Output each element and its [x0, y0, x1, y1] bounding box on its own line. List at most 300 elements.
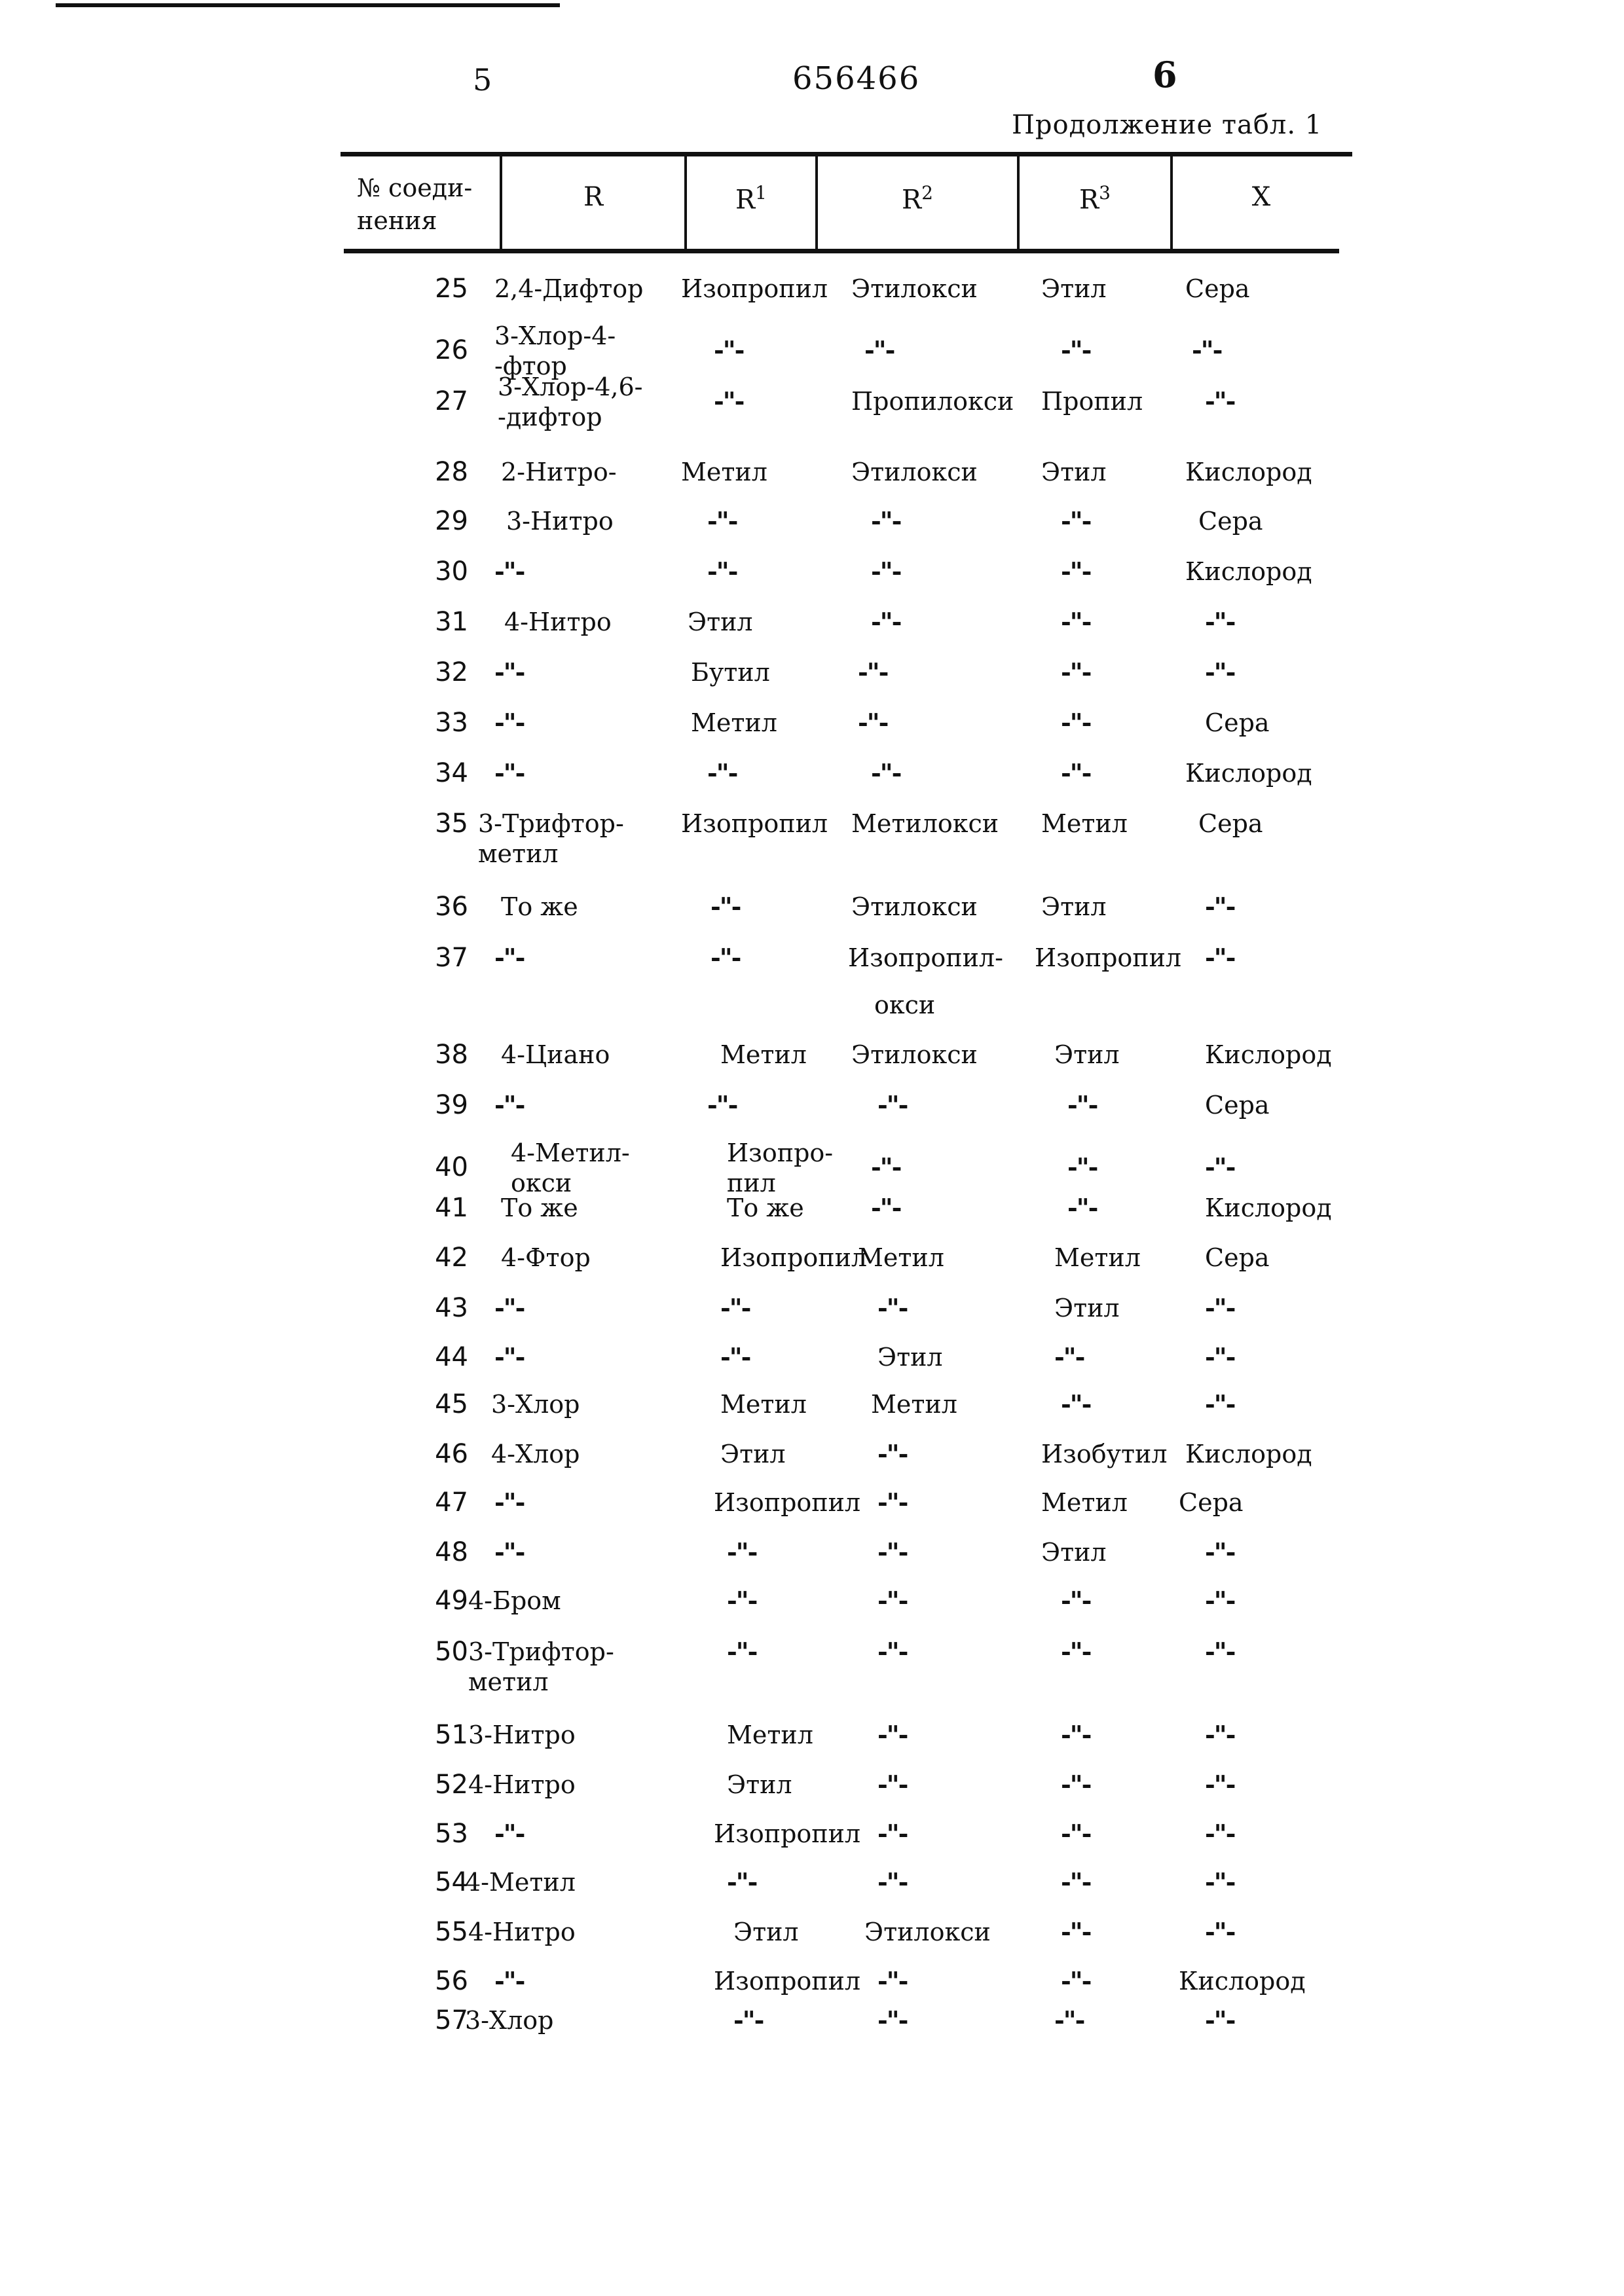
cell-r3	[1067, 1090, 1097, 1120]
ditto-mark: -"-	[1205, 1389, 1235, 1419]
cell-r3	[1067, 1152, 1097, 1182]
cell-text: Метил	[720, 1040, 807, 1069]
ditto-mark: -"-	[1061, 1819, 1091, 1848]
cell-text: Пропил	[1041, 387, 1143, 416]
cell-r1	[727, 1720, 813, 1750]
cell-text: Изопро-	[727, 1139, 834, 1167]
cell-r1	[707, 556, 737, 587]
cell-x	[1205, 1389, 1234, 1419]
ditto-mark: -"-	[1067, 1193, 1098, 1222]
ditto-mark: -"-	[494, 1342, 525, 1372]
ditto-mark: -"-	[710, 943, 741, 972]
compound-number: 28	[435, 457, 468, 487]
ditto-mark: -"-	[714, 386, 744, 416]
cell-x	[1205, 943, 1234, 973]
compound-number: 47	[435, 1487, 468, 1518]
cell-r	[468, 1637, 614, 1697]
compound-number: 33	[435, 708, 468, 738]
cell-text: 2-Нитро-	[501, 458, 617, 486]
compound-number: 42	[435, 1243, 468, 1273]
cell-text: Изопропил	[681, 274, 828, 303]
cell-x	[1205, 657, 1234, 687]
cell-text: Кислород	[1185, 557, 1312, 586]
cell-text: Бутил	[691, 658, 770, 687]
cell-r2	[877, 1966, 907, 1996]
compound-number: 36	[435, 892, 468, 922]
cell-r1	[727, 1867, 756, 1897]
compound-number: 25	[435, 274, 468, 304]
ditto-mark: -"-	[1205, 1770, 1235, 1799]
ditto-mark: -"-	[1205, 1586, 1235, 1615]
ditto-mark: -"-	[707, 556, 737, 586]
cell-text: Этилокси	[851, 1040, 978, 1069]
cell-x	[1205, 1152, 1234, 1182]
cell-r2	[877, 2005, 907, 2035]
cell-r	[491, 1439, 580, 1469]
ditto-mark: -"-	[1061, 1586, 1091, 1615]
cell-r2	[851, 1040, 978, 1070]
cell-text: Метил	[1041, 809, 1128, 838]
header-r1-label: R	[735, 185, 756, 215]
cell-x	[1205, 1720, 1234, 1750]
cell-x	[1205, 892, 1234, 922]
cell-x	[1205, 1770, 1234, 1800]
cell-text: Кислород	[1185, 458, 1312, 486]
compound-number: 45	[435, 1389, 468, 1419]
ditto-mark: -"-	[1061, 335, 1091, 365]
cell-r2	[858, 1243, 944, 1273]
compound-number: 54	[435, 1867, 468, 1897]
cell-r	[501, 457, 617, 487]
cell-x	[1205, 386, 1234, 416]
ditto-mark: -"-	[727, 1637, 757, 1666]
cell-r1	[733, 2005, 763, 2035]
ditto-mark: -"-	[727, 1537, 757, 1567]
cell-r3	[1061, 1819, 1090, 1849]
cell-text: Изопропил	[681, 809, 828, 838]
cell-r2	[877, 1537, 907, 1567]
ditto-mark: -"-	[494, 1090, 525, 1120]
cell-x	[1198, 506, 1263, 536]
cell-text: Метил	[691, 708, 777, 737]
cell-r3	[1061, 607, 1090, 637]
compound-number: 40	[435, 1152, 468, 1182]
cell-r3	[1041, 386, 1143, 416]
cell-text: 4-Нитро	[468, 1918, 576, 1946]
ditto-mark: -"-	[877, 1819, 908, 1848]
ditto-mark: -"-	[864, 335, 895, 365]
cell-text: Этил	[1041, 274, 1107, 303]
cell-r	[468, 1720, 576, 1750]
compound-number: 37	[435, 943, 468, 973]
cell-r	[494, 657, 524, 687]
header-x-label: X	[1251, 182, 1271, 212]
cell-r1	[681, 274, 828, 304]
ditto-mark: -"-	[1054, 1342, 1084, 1372]
cell-r1	[727, 1586, 756, 1616]
cell-text: Кислород	[1185, 759, 1312, 788]
ditto-mark: -"-	[1205, 1637, 1235, 1666]
table-caption: Продолжение табл. 1	[1012, 110, 1323, 140]
cell-r	[465, 2005, 553, 2035]
cell-text: 3-Хлор-4,6-	[498, 373, 643, 401]
ditto-mark: -"-	[1061, 1637, 1091, 1666]
ditto-mark: -"-	[494, 1487, 525, 1517]
cell-x	[1185, 274, 1250, 304]
cell-r3	[1061, 1637, 1090, 1667]
cell-r3	[1061, 708, 1090, 738]
cell-r3	[1041, 274, 1107, 304]
cell-r3	[1041, 1487, 1128, 1518]
ditto-mark: -"-	[494, 1293, 525, 1322]
cell-x	[1205, 708, 1270, 738]
cell-r2	[877, 1487, 907, 1518]
ditto-mark: -"-	[1054, 2005, 1084, 2035]
ditto-mark: -"-	[1061, 1770, 1091, 1799]
cell-r3	[1061, 1966, 1090, 1996]
compound-number: 43	[435, 1293, 468, 1323]
cell-r3	[1041, 1439, 1167, 1469]
cell-r2	[877, 1439, 907, 1469]
ditto-mark: -"-	[1067, 1090, 1098, 1120]
cell-r1	[720, 1439, 786, 1469]
cell-r	[494, 1819, 524, 1849]
cell-text: 4-Хлор	[491, 1440, 580, 1468]
ditto-mark: -"-	[877, 2005, 908, 2035]
ditto-mark: -"-	[877, 1720, 908, 1749]
cell-r1	[727, 1193, 804, 1223]
cell-text: Метил	[1054, 1243, 1141, 1272]
cell-text: Метилокси	[851, 809, 999, 838]
cell-x	[1205, 1586, 1234, 1616]
ditto-mark: -"-	[877, 1637, 908, 1666]
cell-text: Этил	[1041, 892, 1107, 921]
cell-r3	[1041, 1537, 1107, 1567]
cell-r3	[1054, 1243, 1141, 1273]
cell-r	[468, 1770, 576, 1800]
cell-text: Этилокси	[851, 458, 978, 486]
cell-x	[1205, 1867, 1234, 1897]
compound-number: 30	[435, 556, 468, 587]
compound-number: 51	[435, 1720, 468, 1750]
cell-text: Метил	[1041, 1488, 1128, 1517]
cell-text: 4-Циано	[501, 1040, 610, 1069]
header-compound-number	[357, 172, 472, 237]
compound-number: 57	[435, 2005, 468, 2035]
cell-x	[1179, 1966, 1306, 1996]
cell-x	[1205, 1342, 1234, 1372]
cell-text: Метил	[858, 1243, 944, 1272]
cell-text: Изопропил	[714, 1967, 861, 1995]
ditto-mark: -"-	[710, 892, 741, 921]
cell-r1	[714, 1966, 860, 1996]
cell-text: 3-Трифтор-	[478, 809, 624, 838]
ditto-mark: -"-	[877, 1487, 908, 1517]
header-x	[1173, 182, 1350, 212]
cell-r3	[1054, 1342, 1084, 1372]
cell-r3	[1061, 556, 1090, 587]
compound-number: 55	[435, 1917, 468, 1947]
compound-number: 53	[435, 1819, 468, 1849]
cell-text: Этил	[720, 1440, 786, 1468]
ditto-mark: -"-	[494, 657, 525, 687]
compound-number: 48	[435, 1537, 468, 1567]
cell-text: Изопропил	[714, 1819, 861, 1848]
compound-number: 44	[435, 1342, 468, 1372]
ditto-mark: -"-	[1192, 335, 1222, 365]
cell-r3	[1061, 758, 1090, 788]
cell-text: 4-Нитро	[468, 1770, 576, 1799]
cell-text: Этил	[1054, 1040, 1120, 1069]
ditto-mark: -"-	[494, 708, 525, 737]
ditto-mark: -"-	[877, 1966, 908, 1995]
cell-text: Этилокси	[851, 274, 978, 303]
cell-r2	[877, 1637, 907, 1667]
cell-text: Этил	[688, 608, 753, 636]
cell-r2	[864, 335, 894, 365]
cell-x	[1198, 809, 1263, 839]
ditto-mark: -"-	[727, 1586, 757, 1615]
ditto-mark: -"-	[1061, 1389, 1091, 1419]
ditto-mark: -"-	[871, 607, 901, 636]
cell-r2	[858, 657, 887, 687]
cell-r2	[871, 1193, 900, 1223]
cell-text: Сера	[1205, 1091, 1270, 1120]
ditto-mark: -"-	[877, 1537, 908, 1567]
cell-r2	[871, 607, 900, 637]
cell-r2	[877, 1720, 907, 1750]
cell-r2	[871, 506, 900, 536]
cell-r2	[877, 1090, 907, 1120]
cell-text: Сера	[1185, 274, 1250, 303]
ditto-mark: -"-	[1205, 1152, 1235, 1182]
compound-number: 41	[435, 1193, 468, 1223]
cell-text: Сера	[1179, 1488, 1244, 1517]
cell-text: 4-Метил-	[511, 1139, 630, 1167]
cell-text: Кислород	[1205, 1194, 1332, 1222]
ditto-mark: -"-	[1067, 1152, 1098, 1182]
cell-x	[1205, 1819, 1234, 1849]
ditto-mark: -"-	[871, 1193, 901, 1222]
cell-r	[491, 1389, 580, 1419]
compound-number: 32	[435, 657, 468, 687]
header-r1	[687, 182, 815, 215]
ditto-mark: -"-	[1061, 708, 1091, 737]
ditto-mark: -"-	[733, 2005, 764, 2035]
cell-r	[494, 1487, 524, 1518]
ditto-mark: -"-	[1205, 1867, 1235, 1897]
cell-r	[494, 1342, 524, 1372]
cell-r	[501, 892, 578, 922]
ditto-mark: -"-	[494, 1537, 525, 1567]
ditto-mark: -"-	[1205, 1720, 1235, 1749]
cell-r2	[871, 1152, 900, 1182]
cell-r	[494, 556, 524, 587]
left-page-number: 5	[473, 62, 492, 98]
cell-r	[494, 758, 524, 788]
ditto-mark: -"-	[877, 1867, 908, 1897]
ditto-mark: -"-	[877, 1293, 908, 1322]
ditto-mark: -"-	[494, 943, 525, 972]
header-r2-label: R	[902, 185, 922, 215]
cell-text: 3-Хлор	[465, 2006, 554, 2035]
cell-r	[494, 708, 524, 738]
cell-text: 4-Нитро	[504, 608, 612, 636]
compound-number: 31	[435, 607, 468, 637]
ditto-mark: -"-	[1205, 892, 1235, 921]
cell-r3	[1041, 457, 1107, 487]
cell-r3	[1061, 1917, 1090, 1947]
ditto-mark: -"-	[1061, 607, 1091, 636]
cell-text: Изопропил	[720, 1243, 868, 1272]
cell-r3	[1061, 506, 1090, 536]
cell-r2	[848, 943, 1003, 1020]
top-border-line	[56, 3, 560, 7]
cell-r	[494, 1537, 524, 1567]
ditto-mark: -"-	[1205, 607, 1235, 636]
cell-text: 3-Хлор-4-	[494, 321, 616, 350]
cell-r3	[1041, 892, 1107, 922]
compound-number: 46	[435, 1439, 468, 1469]
cell-text: Сера	[1205, 1243, 1270, 1272]
ditto-mark: -"-	[494, 758, 525, 788]
cell-r1	[727, 1637, 756, 1667]
ditto-mark: -"-	[858, 657, 888, 687]
cell-r	[478, 809, 624, 869]
cell-text: Изопропил	[714, 1488, 861, 1517]
ditto-mark: -"-	[858, 708, 888, 737]
ditto-mark: -"-	[720, 1342, 750, 1372]
cell-text: Кислород	[1185, 1440, 1312, 1468]
header-r2-sup: 2	[921, 182, 933, 204]
cell-x	[1192, 335, 1221, 365]
cell-r	[501, 1243, 591, 1273]
cell-r3	[1061, 1586, 1090, 1616]
cell-r1	[681, 809, 828, 839]
ditto-mark: -"-	[1061, 506, 1091, 536]
cell-x	[1205, 1090, 1270, 1120]
compound-number: 29	[435, 506, 468, 536]
ditto-mark: -"-	[1205, 1342, 1235, 1372]
ditto-mark: -"-	[1205, 1917, 1235, 1946]
cell-x	[1205, 2005, 1234, 2035]
cell-r3	[1041, 809, 1128, 839]
cell-r	[468, 1586, 561, 1616]
cell-r2	[877, 1342, 943, 1372]
ditto-mark: -"-	[707, 758, 737, 788]
cell-r1	[727, 1537, 756, 1567]
cell-text: 2,4-Дифтор	[494, 274, 644, 303]
header-r3-sup: 3	[1099, 182, 1111, 204]
cell-r2	[871, 758, 900, 788]
cell-text: 3-Нитро	[468, 1721, 576, 1749]
cell-x	[1205, 1193, 1332, 1223]
cell-x	[1185, 457, 1312, 487]
cell-text: Метил	[720, 1390, 807, 1419]
compound-number: 52	[435, 1770, 468, 1800]
ditto-mark: -"-	[1061, 1867, 1091, 1897]
cell-text: Этилокси	[864, 1918, 991, 1946]
cell-r2	[877, 1819, 907, 1849]
cell-text: Метил	[727, 1721, 813, 1749]
cell-text: 4-Фтор	[501, 1243, 591, 1272]
cell-text: 3-Хлор	[491, 1390, 580, 1419]
ditto-mark: -"-	[707, 506, 737, 536]
cell-text: Сера	[1205, 708, 1270, 737]
ditto-mark: -"-	[494, 1819, 525, 1848]
cell-text: 4-Бром	[468, 1586, 561, 1615]
cell-r3	[1067, 1193, 1097, 1223]
cell-r	[506, 506, 614, 536]
cell-r2	[858, 708, 887, 738]
cell-r2	[877, 1293, 907, 1323]
cell-text: Изопропил	[1035, 943, 1182, 972]
header-compound-number-line1: № соеди-	[357, 173, 473, 202]
cell-r2	[871, 556, 900, 587]
cell-x	[1185, 1439, 1312, 1469]
cell-text: Этил	[877, 1343, 943, 1372]
cell-r1	[714, 335, 743, 365]
cell-r3	[1061, 1770, 1090, 1800]
compound-number: 26	[435, 335, 468, 365]
cell-text: Кислород	[1205, 1040, 1332, 1069]
header-r2	[818, 182, 1017, 215]
header-r3-label: R	[1079, 185, 1099, 215]
cell-r1	[710, 892, 740, 922]
compound-number: 39	[435, 1090, 468, 1120]
compound-number: 50	[435, 1637, 468, 1667]
compound-number: 27	[435, 386, 468, 416]
ditto-mark: -"-	[707, 1090, 737, 1120]
cell-r1	[733, 1917, 799, 1947]
cell-r1	[727, 1770, 792, 1800]
ditto-mark: -"-	[1061, 758, 1091, 788]
cell-r2	[851, 892, 978, 922]
ditto-mark: -"-	[1205, 1293, 1235, 1322]
cell-text: Этил	[733, 1918, 799, 1946]
ditto-mark: -"-	[871, 506, 901, 536]
cell-text: Этил	[1041, 458, 1107, 486]
ditto-mark: -"-	[1061, 556, 1091, 586]
cell-x	[1185, 556, 1312, 587]
cell-r	[468, 1917, 576, 1947]
cell-r3	[1061, 335, 1090, 365]
cell-r2	[871, 1389, 957, 1419]
ditto-mark: -"-	[1205, 1537, 1235, 1567]
cell-r3	[1061, 1867, 1090, 1897]
cell-r	[501, 1193, 578, 1223]
cell-r1	[707, 758, 737, 788]
cell-text: Этил	[727, 1770, 792, 1799]
compound-number: 56	[435, 1966, 468, 1996]
cell-text: -фтор	[494, 352, 567, 380]
cell-r3	[1061, 657, 1090, 687]
cell-text: Сера	[1198, 507, 1263, 536]
compound-number: 49	[435, 1586, 468, 1616]
cell-text: То же	[501, 892, 578, 921]
cell-r1	[681, 457, 767, 487]
cell-text: То же	[727, 1194, 804, 1222]
cell-text: окси	[874, 991, 936, 1019]
cell-r2	[877, 1586, 907, 1616]
ditto-mark: -"-	[1061, 1720, 1091, 1749]
ditto-mark: -"-	[494, 556, 525, 586]
cell-r	[494, 943, 524, 973]
ditto-mark: -"-	[877, 1770, 908, 1799]
header-bottom-rule	[344, 249, 1339, 253]
cell-x	[1205, 607, 1234, 637]
header-r3	[1020, 182, 1170, 215]
